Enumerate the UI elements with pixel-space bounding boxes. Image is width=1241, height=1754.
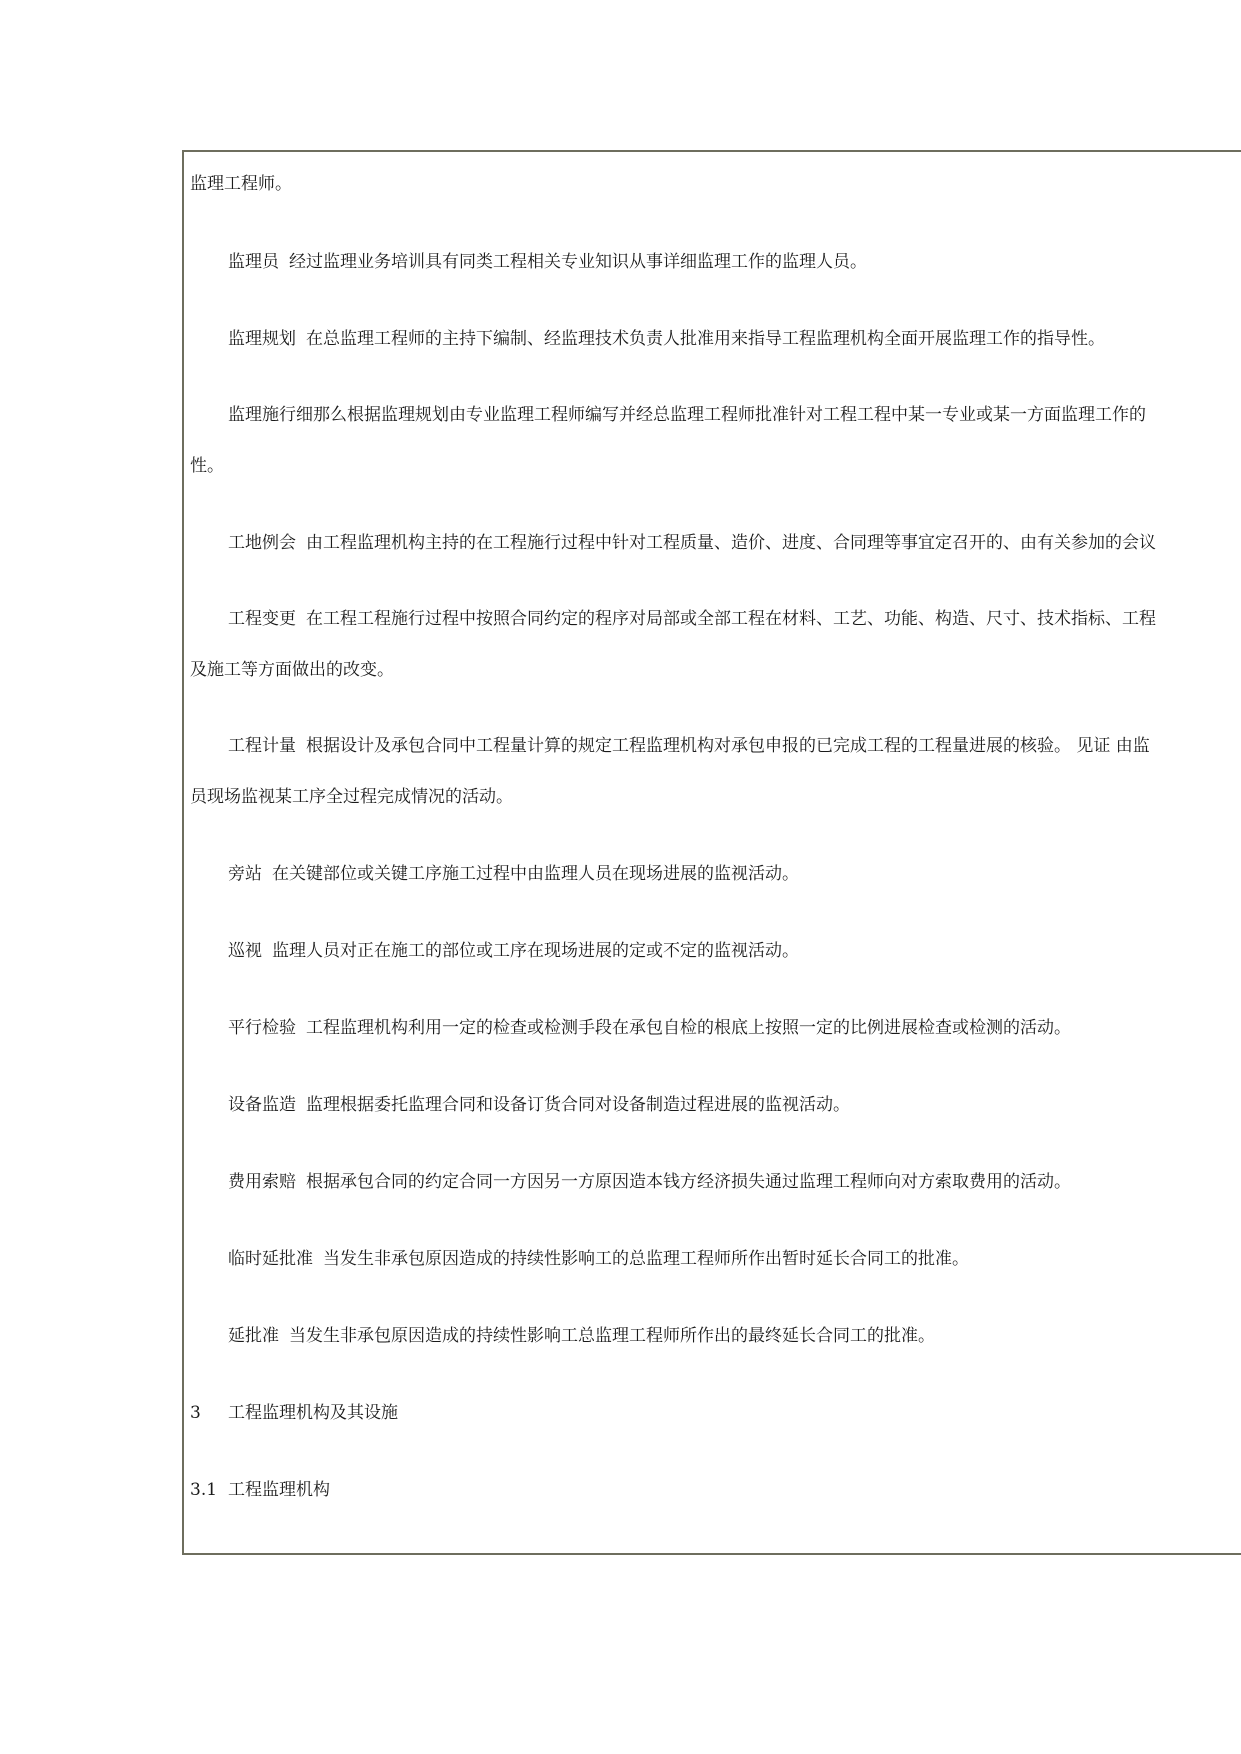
definition-paragraph bbox=[228, 609, 1156, 629]
subsection-heading bbox=[190, 1480, 330, 1500]
section-number: 3 bbox=[190, 1403, 201, 1423]
definition-term: 工程计量 bbox=[228, 736, 296, 756]
definition-continuation bbox=[190, 660, 394, 680]
definition-continuation bbox=[190, 456, 224, 476]
definition-term: 设备监造 bbox=[228, 1095, 296, 1115]
section-heading bbox=[190, 1403, 398, 1423]
section-number: 3.1 bbox=[190, 1480, 218, 1500]
definition-paragraph bbox=[228, 736, 1150, 756]
definition-text: 由工程监理机构主持的在工程施行过程中针对工程质量、造价、进度、合同理等事宜定召开的、由有关参加的会议 bbox=[306, 533, 1156, 553]
definition-term: 旁站 bbox=[228, 864, 262, 884]
definition-text: 及施工等方面做出的改变。 bbox=[190, 660, 394, 680]
definition-text: 当发生非承包原因造成的持续性影响工总监理工程师所作出的最终延长合同工的批准。 bbox=[289, 1326, 935, 1346]
definition-text: 工程监理机构利用一定的检查或检测手段在承包自检的根底上按照一定的比例进展检查或检测的活动。 bbox=[306, 1018, 1071, 1038]
definition-paragraph bbox=[228, 405, 1146, 425]
definition-text: 监理根据委托监理合同和设备订货合同对设备制造过程进展的监视活动。 bbox=[306, 1095, 850, 1115]
definition-term: 临时延批准 bbox=[228, 1249, 313, 1269]
definition-paragraph bbox=[228, 1326, 935, 1346]
section-title: 工程监理机构 bbox=[228, 1480, 330, 1500]
definition-term: 平行检验 bbox=[228, 1018, 296, 1038]
definition-paragraph bbox=[228, 1249, 969, 1269]
definition-text: 监理人员对正在施工的部位或工序在现场进展的定或不定的监视活动。 bbox=[272, 941, 799, 961]
document-frame bbox=[182, 150, 1241, 1555]
definition-term: 监理员 bbox=[228, 252, 279, 272]
definition-text: 在关键部位或关键工序施工过程中由监理人员在现场进展的监视活动。 bbox=[272, 864, 799, 884]
definition-term: 延批准 bbox=[228, 1326, 279, 1346]
definition-text: 在工程工程施行过程中按照合同约定的程序对局部或全部工程在材料、工艺、功能、构造、尺寸、技术指标、工程 bbox=[306, 609, 1156, 629]
definition-paragraph bbox=[228, 1172, 1071, 1192]
definition-term: 工程变更 bbox=[228, 609, 296, 629]
definition-paragraph bbox=[228, 941, 799, 961]
definition-term: 监理施行细那么 bbox=[228, 405, 347, 425]
definition-paragraph bbox=[228, 533, 1156, 553]
paragraph-text: 监理工程师。 bbox=[190, 174, 292, 194]
definition-text: 根据监理规划由专业监理工程师编写并经总监理工程师批准针对工程工程中某一专业或某一方面监理工作的 bbox=[347, 405, 1146, 425]
definition-term: 费用索赔 bbox=[228, 1172, 296, 1192]
definition-term: 工地例会 bbox=[228, 533, 296, 553]
paragraph-continuation bbox=[190, 174, 292, 194]
definition-paragraph bbox=[228, 864, 799, 884]
definition-term: 巡视 bbox=[228, 941, 262, 961]
definition-paragraph bbox=[228, 1018, 1071, 1038]
definition-text: 经过监理业务培训具有同类工程相关专业知识从事详细监理工作的监理人员。 bbox=[289, 252, 867, 272]
definition-text: 性。 bbox=[190, 456, 224, 476]
definition-continuation bbox=[190, 787, 513, 807]
definition-text: 根据承包合同的约定合同一方因另一方原因造本钱方经济损失通过监理工程师向对方索取费用的活动。 bbox=[306, 1172, 1071, 1192]
definition-text: 员现场监视某工序全过程完成情况的活动。 bbox=[190, 787, 513, 807]
definition-term: 监理规划 bbox=[228, 329, 296, 349]
definition-text: 根据设计及承包合同中工程量计算的规定工程监理机构对承包申报的已完成工程的工程量进展的核验。 见证 由监 bbox=[306, 736, 1150, 756]
definition-paragraph bbox=[228, 1095, 850, 1115]
definition-text: 当发生非承包原因造成的持续性影响工的总监理工程师所作出暂时延长合同工的批准。 bbox=[323, 1249, 969, 1269]
definition-text: 在总监理工程师的主持下编制、经监理技术负责人批准用来指导工程监理机构全面开展监理工作的指导性。 bbox=[306, 329, 1105, 349]
section-title: 工程监理机构及其设施 bbox=[228, 1403, 398, 1423]
definition-paragraph bbox=[228, 329, 1105, 349]
definition-paragraph bbox=[228, 252, 867, 272]
